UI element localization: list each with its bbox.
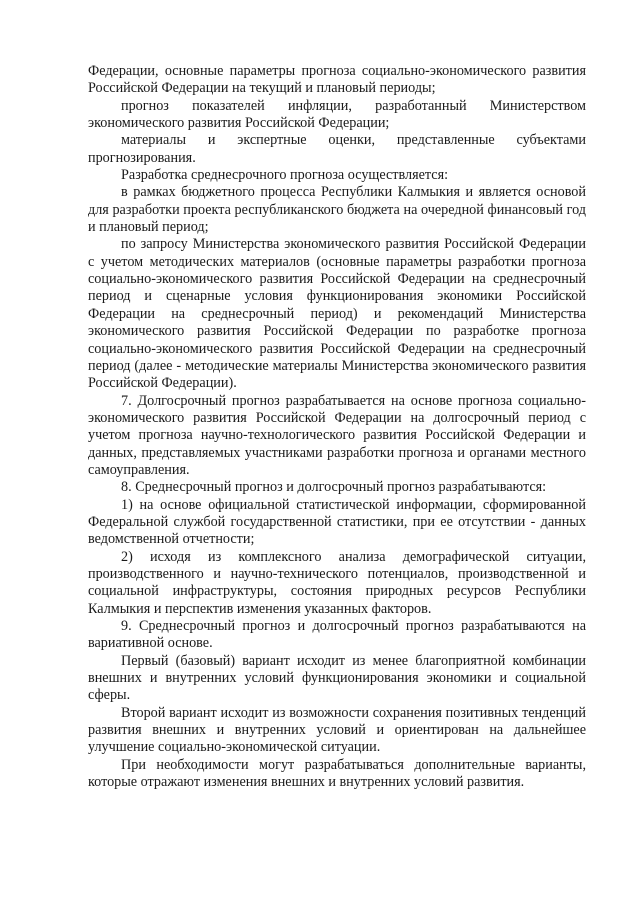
paragraph-expert-materials: материалы и экспертные оценки, представленные субъектами прогнозирования. (88, 132, 586, 166)
paragraph-additional-variants: При необходимости могут разрабатываться дополнительные варианты, которые отражают изменения внешних и внутренних условий развития. (88, 756, 586, 791)
paragraph-second-variant: Второй вариант исходит из возможности сохранения позитивных тенденций развития внешних и внутренних условий и ориентирован на дальнейшее улучшение социально-экономической ситуации. (88, 704, 586, 756)
paragraph-budget-process: в рамках бюджетного процесса Республики Калмыкия и является основой для разработки проекта республиканского бюджета на очередной финансовый год и плановый период; (88, 184, 586, 236)
paragraph-ministry-request: по запросу Министерства экономического развития Российской Федерации с учетом методических материалов (основные параметры разработки прогноза социально-экономического развития Российской Федерации на среднесрочный период и сценарные условия функционирования экономики Российской Федерации на среднесрочный период) и рекомендаций Министерства экономического развития Российской Федерации по разработке прогноза социально-экономического развития Российской Федерации на среднесрочный период (далее - методические материалы Министерства экономического развития Российской Федерации). (88, 236, 586, 392)
paragraph-item-8-1: 1) на основе официальной статистической информации, сформированной Федеральной службой государственной статистики, при ее отсутствии - данных ведомственной отчетности; (88, 496, 586, 548)
paragraph-item-9: 9. Среднесрочный прогноз и долгосрочный прогноз разрабатываются на вариативной основе. (88, 618, 586, 652)
paragraph-item-8: 8. Среднесрочный прогноз и долгосрочный прогноз разрабатываются: (121, 479, 547, 496)
paragraph-inflation-forecast: прогноз показателей инфляции, разработанный Министерством экономического развития Российской Федерации; (88, 97, 586, 132)
paragraph-medium-term-intro: Разработка среднесрочного прогноза осуществляется: (121, 167, 449, 184)
paragraph-item-8-2: 2) исходя из комплексного анализа демографической ситуации, производственного и научно-технического потенциалов, производственной и социальной инфраструктуры, состояния природных ресурсов Республики Калмыкия и перспектив изменения указанных факторов. (88, 548, 586, 617)
document-body (88, 63, 586, 791)
paragraph-item-7: 7. Долгосрочный прогноз разрабатывается на основе прогноза социально-экономического развития Российской Федерации на долгосрочный период с учетом прогноза научно-технологического развития Российской Федерации и данных, представляемых участниками разработки прогноза и органами местного самоуправления. (88, 392, 586, 478)
paragraph-first-variant: Первый (базовый) вариант исходит из менее благоприятной комбинации внешних и внутренних условий функционирования экономики и социальной сферы. (88, 652, 586, 704)
paragraph-continuation: Федерации, основные параметры прогноза социально-экономического развития Российской Федерации на текущий и плановый периоды; (88, 63, 586, 97)
